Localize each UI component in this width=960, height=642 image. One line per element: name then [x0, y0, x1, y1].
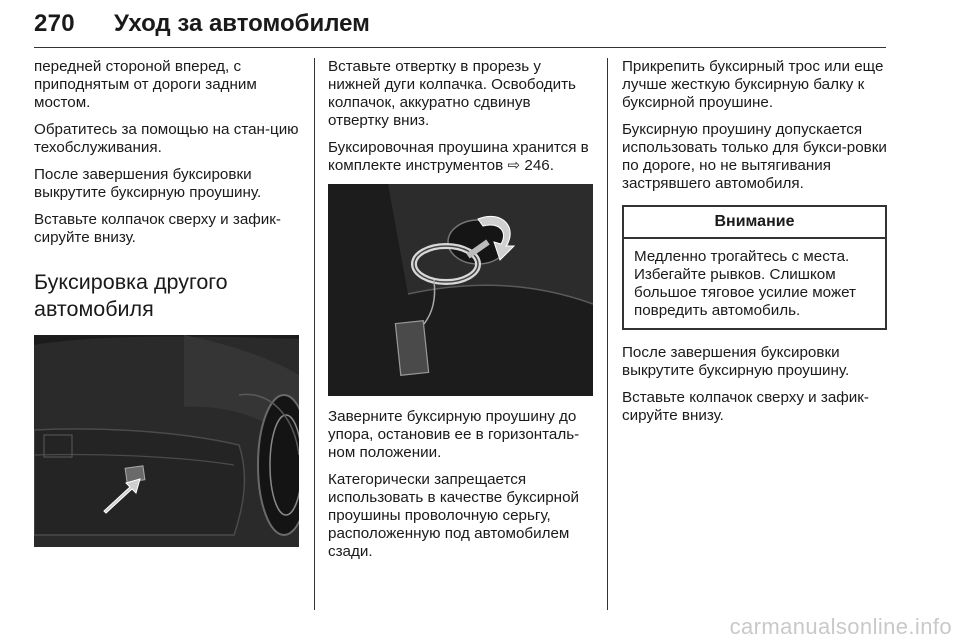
- watermark: carmanualsonline.info: [729, 614, 952, 639]
- page-header: [34, 6, 886, 46]
- heading-line-1: Буксировка другого: [34, 270, 228, 294]
- col3-paragraph-1: Прикрепить буксирный трос или еще лучше жесткую буксирную балку к буксирной проушине.: [622, 58, 884, 111]
- col3-paragraph-2: Буксирную проушину допускается использовать только для букси-ровки по дороге, но не вытягивания застрявшего автомобиля.: [622, 121, 887, 192]
- col2-paragraph-2-text: Буксировочная проушина хранится в комплекте инструментов: [328, 139, 589, 174]
- col1-paragraph-2: Обратитесь за помощью на стан-цию техобслуживания.: [34, 121, 299, 156]
- section-heading: [34, 269, 299, 323]
- col1-paragraph-3: После завершения буксировки выкрутите буксирную проушину.: [34, 166, 262, 201]
- column-2: [328, 58, 593, 570]
- column-divider-1: [314, 58, 315, 610]
- tow-eye-illustration: [328, 184, 593, 396]
- col3-paragraph-3: После завершения буксировки выкрутите буксирную проушину.: [622, 344, 850, 379]
- car-rear-illustration: [34, 335, 299, 547]
- column-1: [34, 58, 299, 559]
- warning-title: Внимание: [624, 207, 885, 239]
- header-divider: [34, 47, 886, 48]
- col1-paragraph-4: Вставьте колпачок сверху и зафик-сируйте внизу.: [34, 211, 281, 246]
- column-divider-2: [607, 58, 608, 610]
- page-reference: 246.: [524, 157, 554, 174]
- arrow-ref-icon: ⇨: [507, 157, 521, 174]
- col2-paragraph-1: Вставьте отвертку в прорезь у нижней дуги колпачка. Освободить колпачок, аккуратно сдвинув отвертку вниз.: [328, 58, 576, 129]
- tow-eye-drawing: [328, 184, 593, 396]
- col2-paragraph-2: [328, 139, 593, 175]
- col2-paragraph-4: Категорически запрещается использовать в качестве буксирной проушины проволочную серьгу, расположенную под автомобилем сзади.: [328, 471, 579, 560]
- car-rear-drawing: [34, 335, 299, 547]
- heading-line-2: автомобиля: [34, 297, 154, 321]
- chapter-title: Уход за автомобилем: [114, 10, 370, 37]
- column-3: [622, 58, 887, 434]
- col3-paragraph-4: Вставьте колпачок сверху и зафик-сируйте внизу.: [622, 389, 869, 424]
- col1-paragraph-1: передней стороной вперед, с приподнятым от дороги задним мостом.: [34, 58, 257, 111]
- page-number: 270: [34, 10, 75, 37]
- warning-box: [622, 205, 887, 330]
- warning-text: Медленно трогайтесь с места. Избегайте рывков. Слишком большое тяговое усилие может повредить автомобиль.: [634, 248, 857, 319]
- col2-paragraph-3: Заверните буксирную проушину до упора, остановив ее в горизонталь-ном положении.: [328, 408, 580, 461]
